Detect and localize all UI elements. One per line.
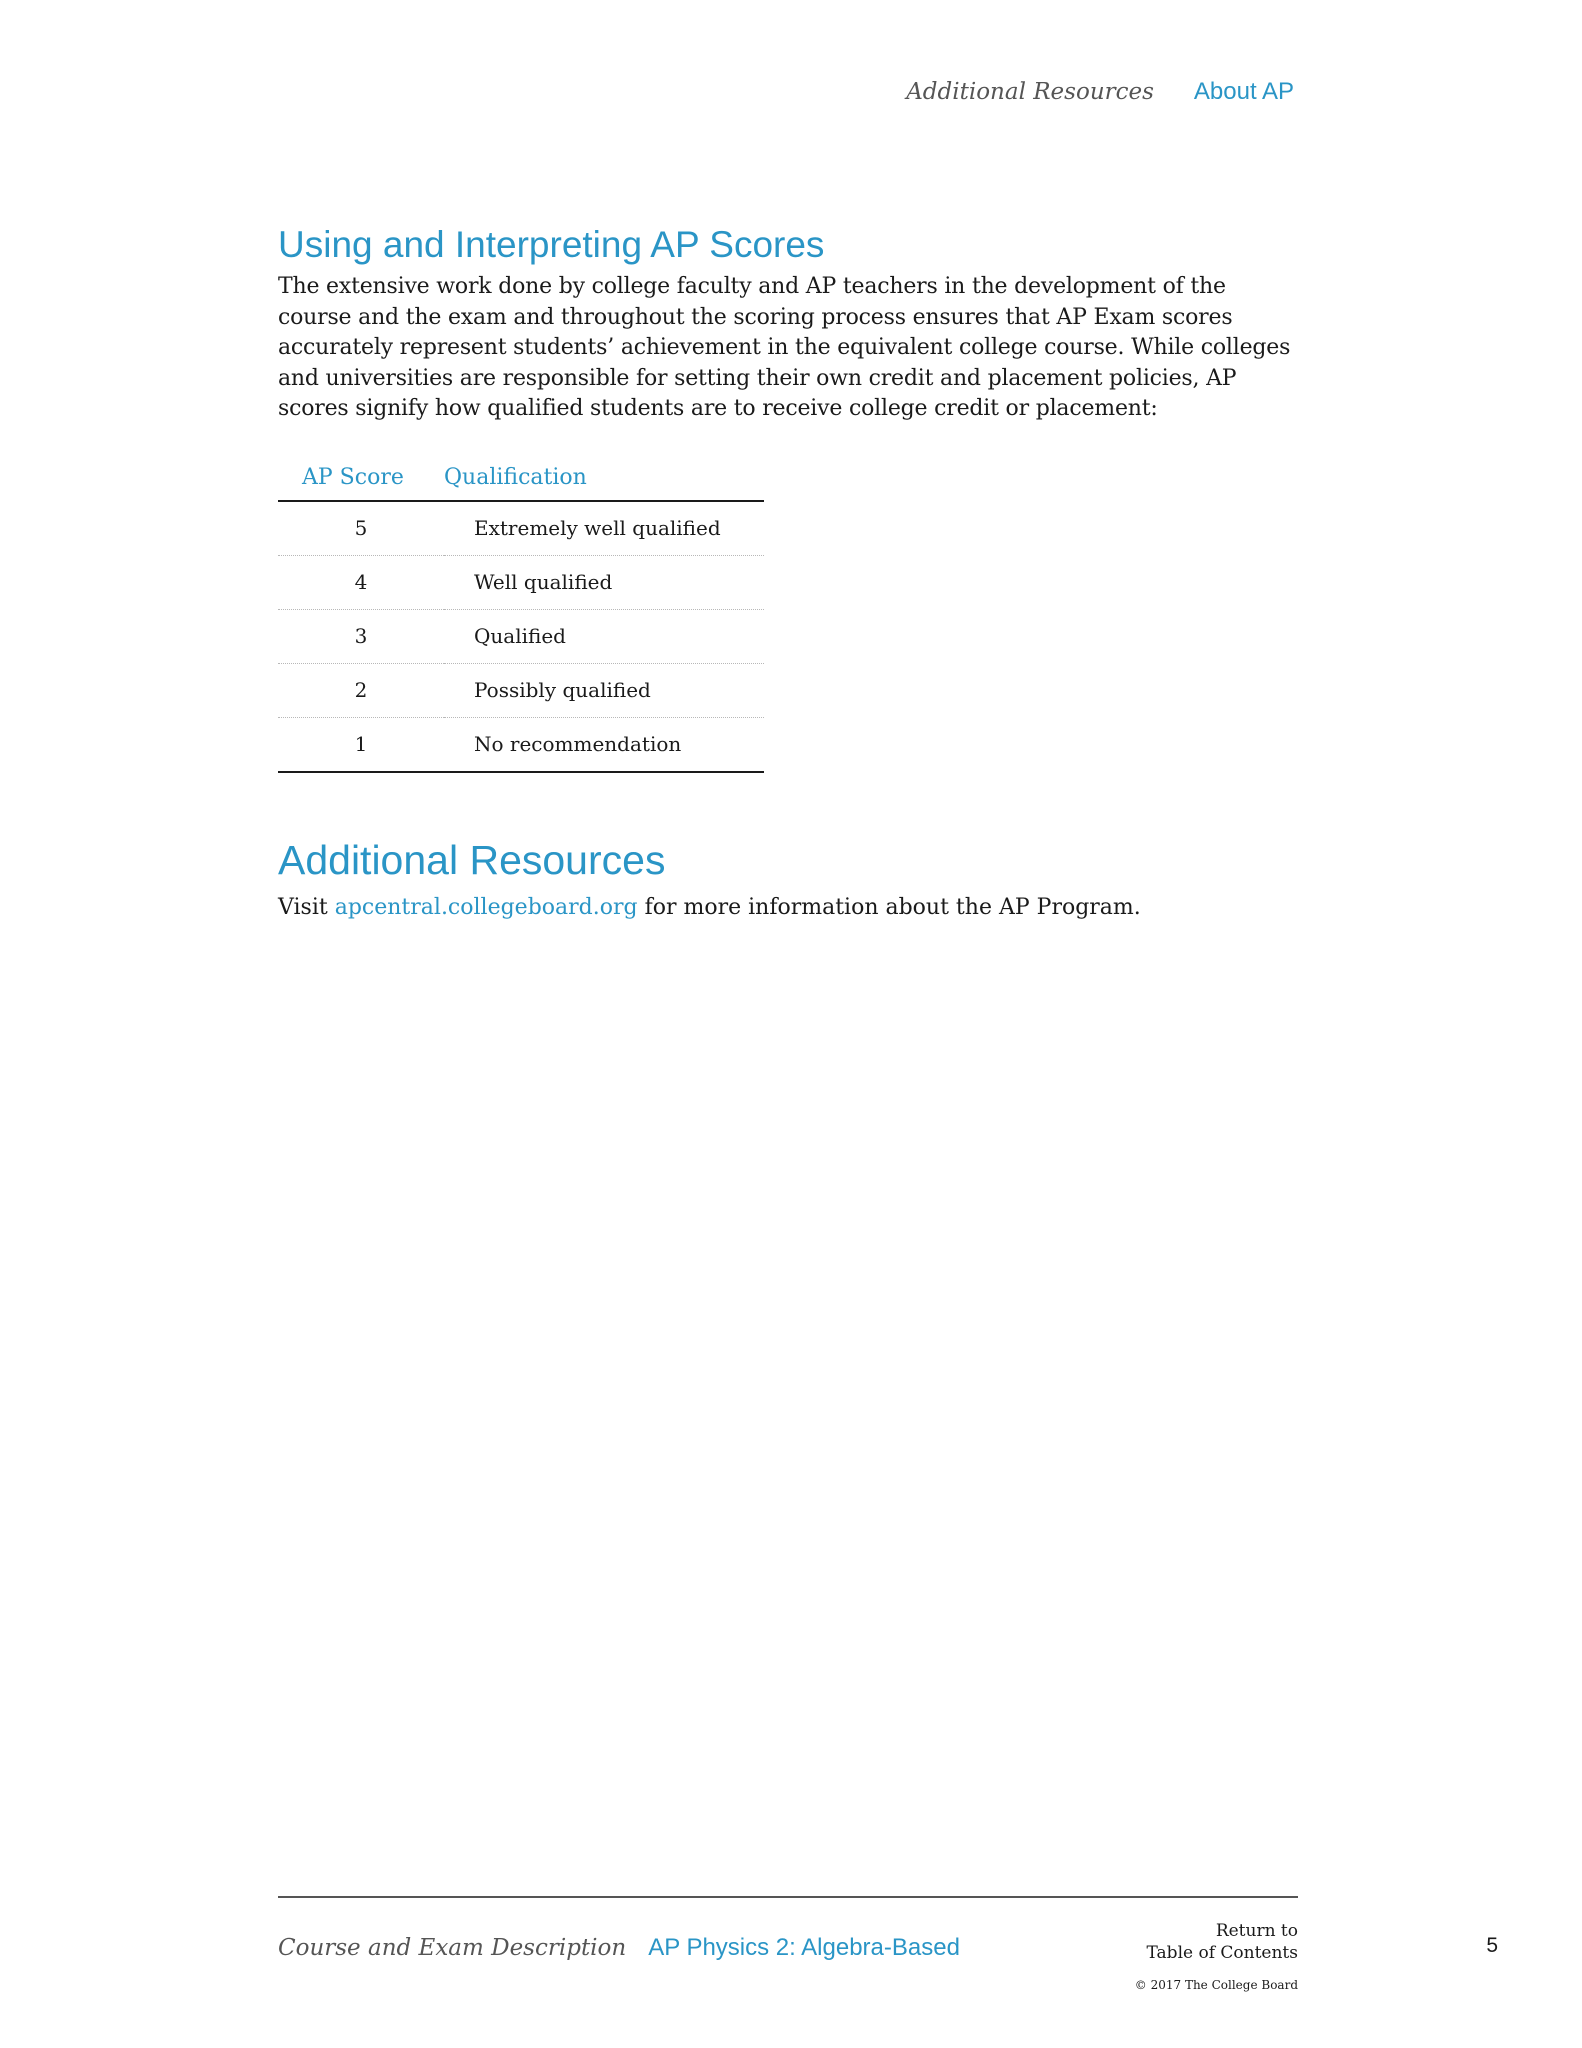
table-row — [278, 501, 764, 556]
footer-course-label: Course and Exam Description — [278, 1935, 627, 1961]
table-row — [278, 555, 764, 609]
resources-heading: Additional Resources — [278, 836, 666, 883]
qualification-cell: Extremely well qualified — [444, 501, 764, 556]
table-row — [278, 717, 764, 772]
column-header-qualification: Qualification — [444, 465, 764, 501]
table-header-row — [278, 465, 764, 501]
return-link-line2: Table of Contents — [1146, 1943, 1298, 1963]
score-cell: 5 — [278, 501, 444, 556]
score-cell: 4 — [278, 555, 444, 609]
visit-suffix: for more information about the AP Program. — [644, 894, 1141, 920]
main-content — [278, 222, 1298, 923]
qualification-cell: Well qualified — [444, 555, 764, 609]
score-cell: 3 — [278, 609, 444, 663]
scores-paragraph: The extensive work done by college faculty and AP teachers in the development of the course and the exam and throughout the scoring process ensures that AP Exam scores accurately represent students’ achievement in the equivalent college course. While colleges and universities are responsible for setting their own credit and placement policies, AP scores signify how qualified students are to receive college credit or placement: — [278, 274, 1291, 421]
qualification-cell: No recommendation — [444, 717, 764, 772]
table-row — [278, 663, 764, 717]
copyright-notice: © 2017 The College Board — [1134, 1978, 1298, 1992]
resources-paragraph — [278, 893, 1298, 923]
column-header-score: AP Score — [278, 465, 444, 501]
footer-subject-label: AP Physics 2: Algebra-Based — [648, 1934, 960, 1961]
apcentral-link[interactable]: apcentral.collegeboard.org — [334, 894, 638, 920]
visit-prefix: Visit — [278, 894, 328, 920]
table-row — [278, 609, 764, 663]
footer-divider — [278, 1896, 1298, 1898]
ap-score-table — [278, 465, 764, 773]
footer-course-info — [278, 1934, 960, 1962]
return-to-toc-link[interactable] — [1147, 1920, 1298, 1964]
header-section-label: Additional Resources — [906, 79, 1154, 105]
qualification-cell: Possibly qualified — [444, 663, 764, 717]
running-header — [906, 78, 1294, 106]
qualification-cell: Qualified — [444, 609, 764, 663]
return-link-line1: Return to — [1215, 1921, 1298, 1941]
score-cell: 1 — [278, 717, 444, 772]
score-cell: 2 — [278, 663, 444, 717]
header-chapter-label: About AP — [1193, 78, 1294, 105]
page-number: 5 — [1486, 1934, 1498, 1957]
scores-heading: Using and Interpreting AP Scores — [278, 224, 825, 265]
